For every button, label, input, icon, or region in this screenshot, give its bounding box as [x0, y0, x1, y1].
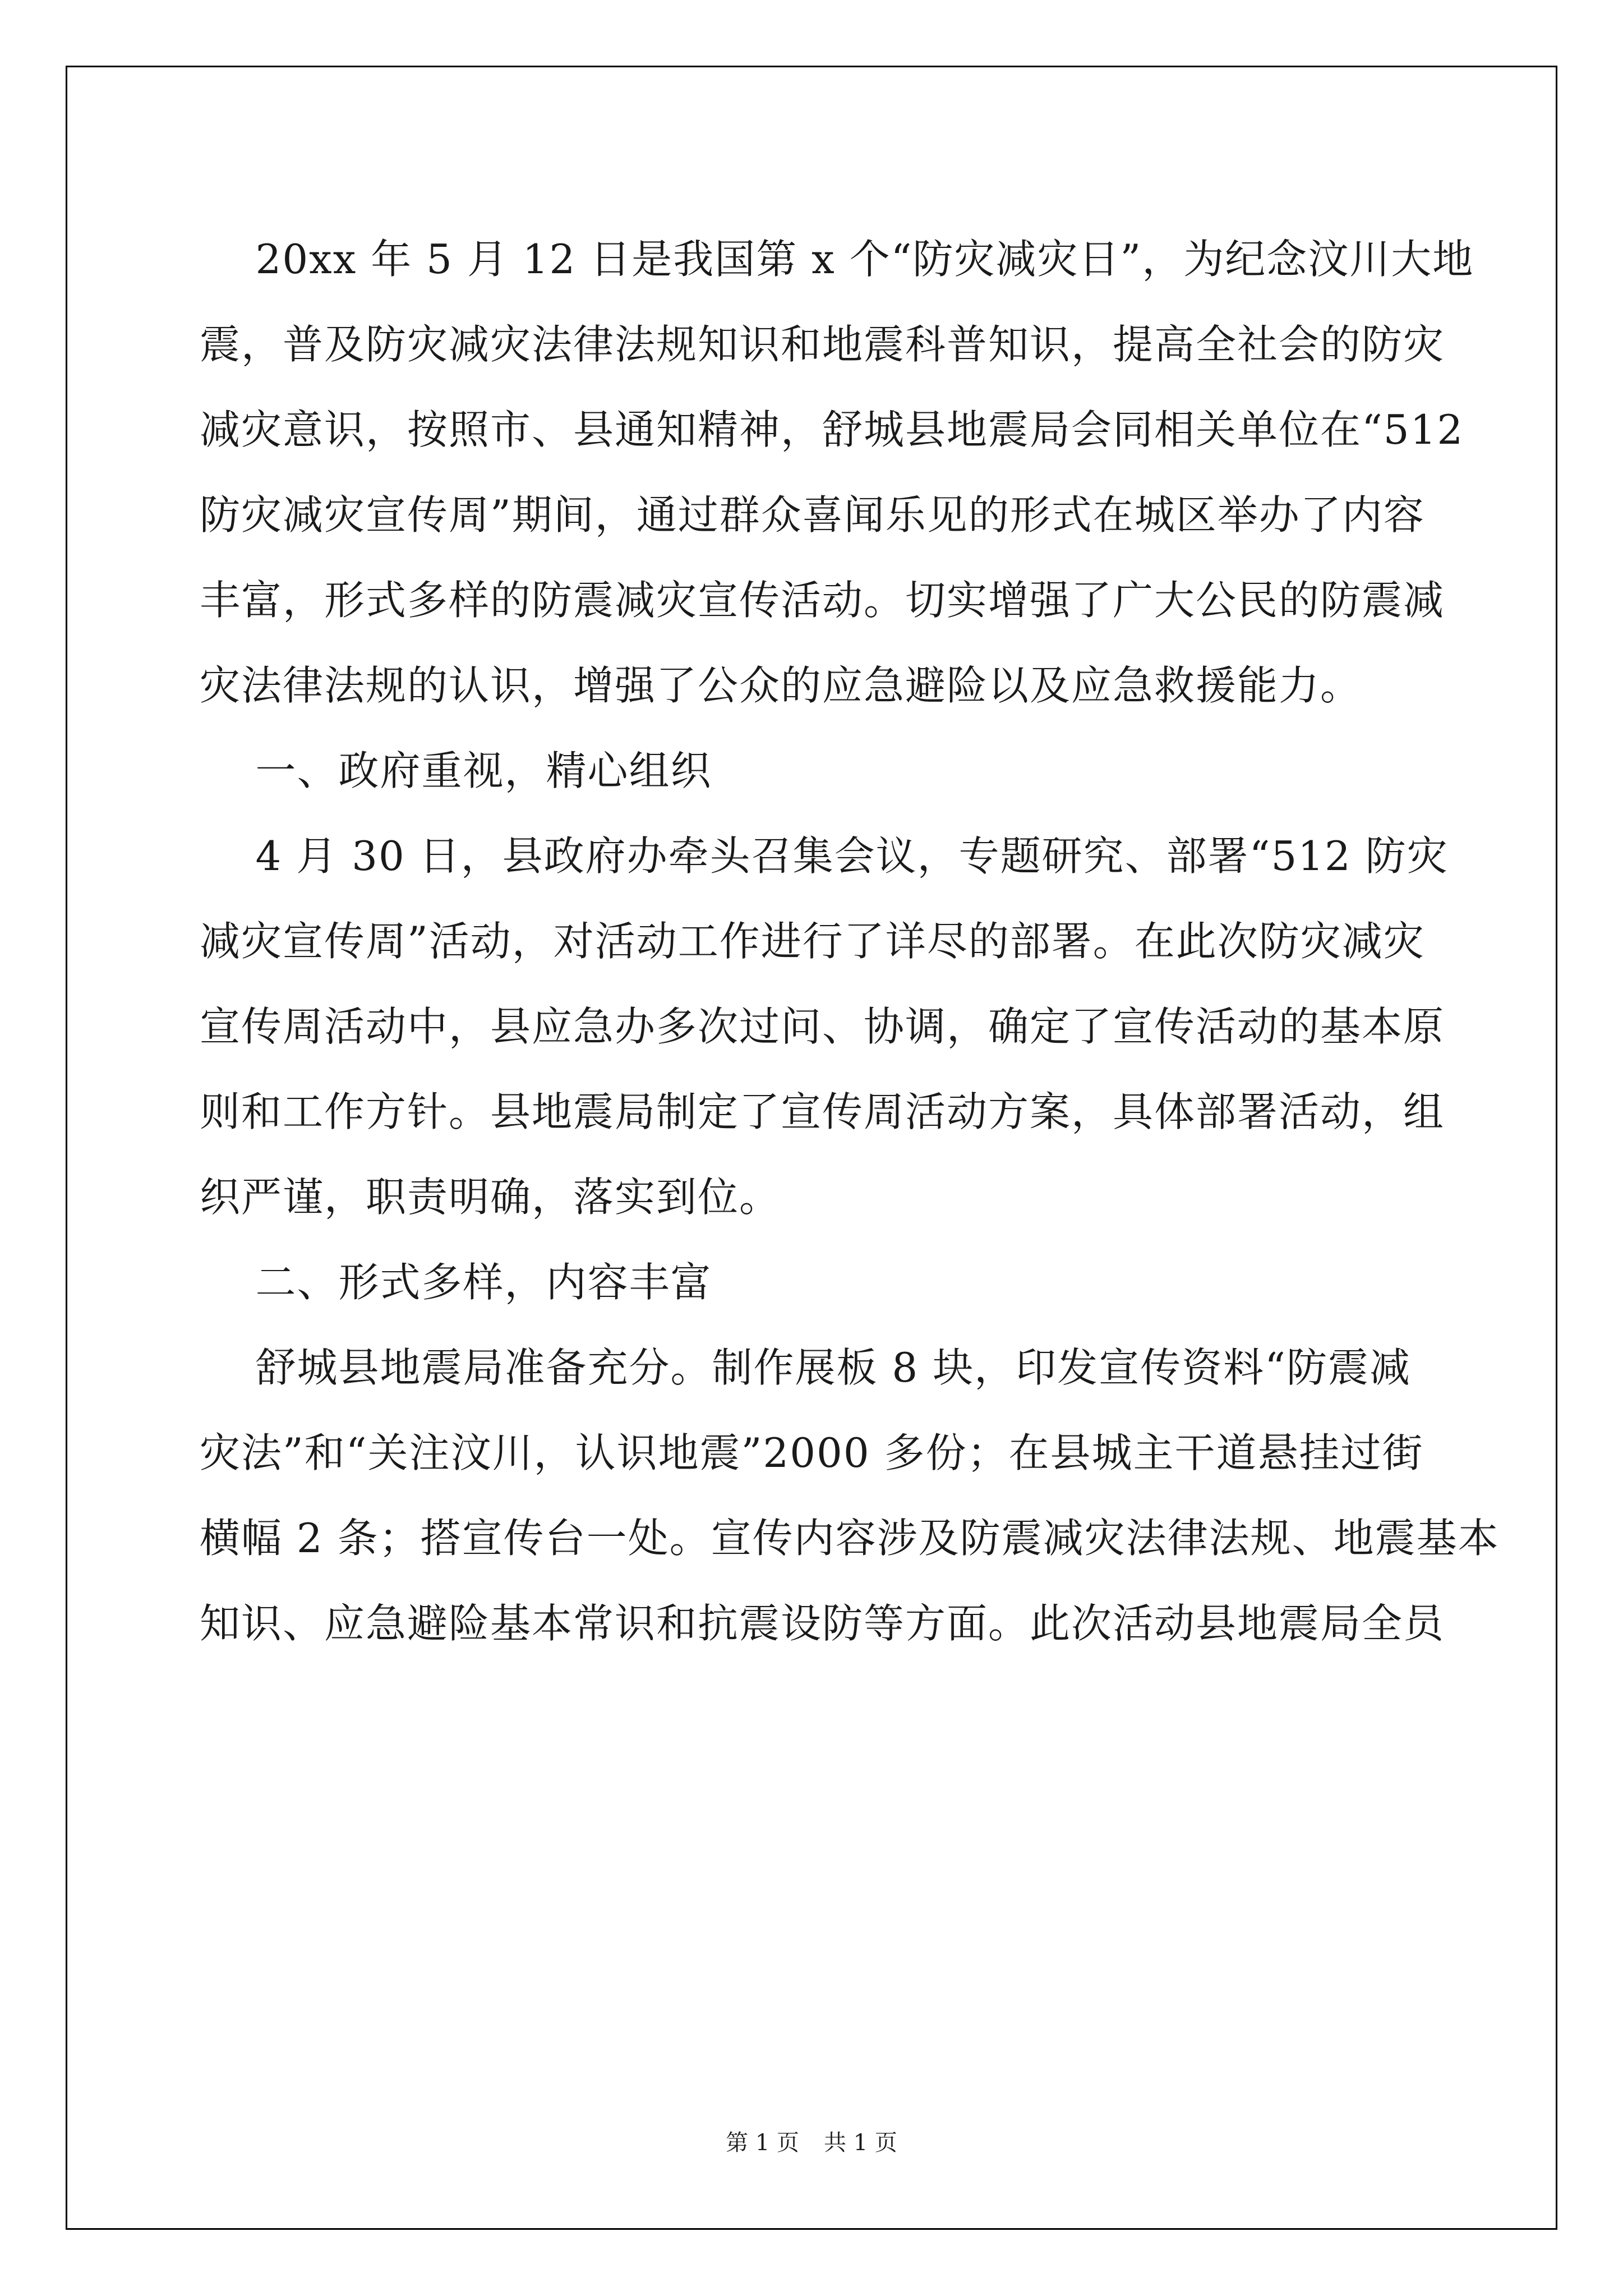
text-line: 舒城县地震局准备充分。制作展板 8 块，印发宣传资料“防震减	[200, 1344, 1411, 1391]
document-body	[200, 217, 1500, 1666]
text-line: 减灾意识，按照市、县通知精神，舒城县地震局会同相关单位在“512	[200, 406, 1464, 453]
page-total: 共 1 页	[824, 2130, 897, 2156]
text-line: 知识、应急避险基本常识和抗震设防等方面。此次活动县地震局全员	[200, 1600, 1445, 1647]
text-line: 灾法律法规的认识，增强了公众的应急避险以及应急救援能力。	[200, 662, 1362, 709]
section-heading: 二、形式多样，内容丰富	[200, 1259, 712, 1306]
text-line: 则和工作方针。县地震局制定了宣传周活动方案，具体部署活动，组	[200, 1088, 1445, 1135]
text-line: 横幅 2 条；搭宣传台一处。宣传内容涉及防震减灾法律法规、地震基本	[200, 1515, 1500, 1562]
section-heading: 一、政府重视，精心组织	[200, 747, 712, 794]
text-line: 20xx 年 5 月 12 日是我国第 x 个“防灾减灾日”，为纪念汶川大地	[200, 236, 1474, 283]
text-line: 减灾宣传周”活动，对活动工作进行了详尽的部署。在此次防灾减灾	[200, 918, 1425, 965]
text-line: 防灾减灾宣传周”期间，通过群众喜闻乐见的形式在城区举办了内容	[200, 491, 1425, 539]
text-line: 4 月 30 日，县政府办牵头召集会议，专题研究、部署“512 防灾	[200, 832, 1449, 880]
text-line: 织严谨，职责明确，落实到位。	[200, 1174, 781, 1221]
text-line: 丰富，形式多样的防震减灾宣传活动。切实增强了广大公民的防震减	[200, 577, 1445, 624]
page-footer	[0, 2126, 1623, 2160]
text-line: 震，普及防灾减灾法律法规知识和地震科普知识，提高全社会的防灾	[200, 321, 1445, 368]
page-number: 第 1 页	[726, 2130, 799, 2156]
text-line: 宣传周活动中，县应急办多次过问、协调，确定了宣传活动的基本原	[200, 1003, 1445, 1050]
text-line: 灾法”和“关注汶川，认识地震”2000 多份；在县城主干道悬挂过街	[200, 1429, 1424, 1476]
